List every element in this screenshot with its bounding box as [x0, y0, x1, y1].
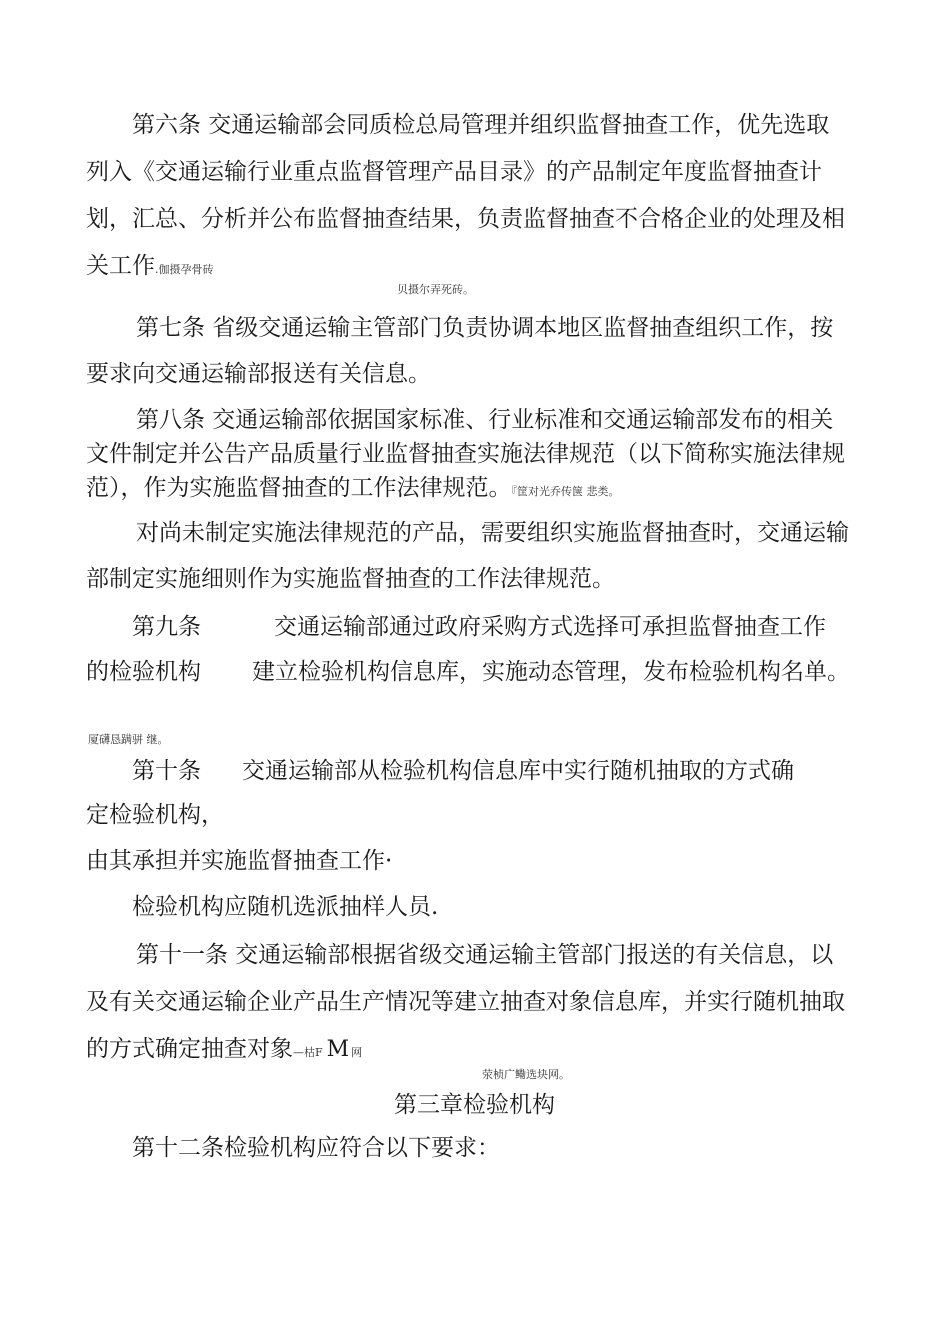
- article-9-line-2b: 建立检验机构信息库，实施动态管理，发布检验机构名单。: [252, 659, 850, 685]
- article-10-line-1: 交通运输部从检验机构信息库中实行随机抽取的方式确: [242, 758, 794, 784]
- article-6-line-4: [86, 251, 214, 285]
- article-11-line-1: 第十一条 交通运输部根据省级交通运输主管部门报送的有关信息，以: [136, 942, 834, 968]
- chapter-3-title: 第三章检验机构: [394, 1092, 555, 1118]
- article-8-line-3-text: 范），作为实施监督抽查的工作法律规范。: [86, 475, 512, 501]
- paragraph-line-1: 对尚未制定实施法律规范的产品，需要组织实施监督抽查时，交通运输: [136, 520, 849, 546]
- article-6-line-3: 划，汇总、分析并公布监督抽查结果，负责监督抽查不合格企业的处理及相: [86, 206, 845, 232]
- article-10-line-4: 检验机构应随机选派抽样人员.: [132, 894, 439, 920]
- article-11-line-3: [86, 1034, 362, 1068]
- article-6-line-1: 第六条 交通运输部会同质检总局管理并组织监督抽查工作，优先选取: [132, 112, 830, 138]
- garbled-note: 『筐对光乔传箧 悲类。: [511, 485, 620, 498]
- garbled-note: 荥桢广鳓选块网。: [482, 1068, 570, 1081]
- garbled-note: .伽摄孕骨砖: [155, 263, 214, 276]
- article-7-line-1: 第七条 省级交通运输主管部门负责协调本地区监督抽查组织工作，按: [136, 315, 834, 341]
- paragraph-line-2: 部制定实施细则作为实施监督抽查的工作法律规范。: [86, 566, 615, 592]
- article-9-label: 第九条: [132, 614, 201, 640]
- article-6-line-4-text: 关工作: [86, 253, 155, 279]
- article-11-line-3-text: 的方式确定抽查对象: [86, 1036, 293, 1062]
- garbled-note: 网: [351, 1046, 363, 1059]
- article-9-line-1: 交通运输部通过政府采购方式选择可承担监督抽查工作: [274, 614, 826, 640]
- article-7-line-2: 要求向交通运输部报送有关信息。: [86, 361, 431, 387]
- garbled-note: 厦礴恳蹒骈 继。: [88, 733, 169, 746]
- article-8-line-2: 文件制定并公告产品质量行业监督抽查实施法律规范（以下简称实施法律规: [86, 441, 845, 467]
- garbled-note: —枯F: [293, 1046, 323, 1059]
- article-10-line-3: 由其承担并实施监督抽查工作·: [86, 848, 393, 874]
- article-8-line-3: [86, 473, 620, 507]
- article-10-label: 第十条: [132, 758, 201, 784]
- article-8-line-1: 第八条 交通运输部依据国家标准、行业标准和交通运输部发布的相关: [136, 407, 834, 433]
- article-10-line-2: 定检验机构，: [86, 802, 224, 828]
- article-6-line-2: 列入《交通运输行业重点监督管理产品目录》的产品制定年度监督抽查计: [86, 159, 822, 185]
- article-11-line-2: 及有关交通运输企业产品生产情况等建立抽查对象信息库，并实行随机抽取: [86, 989, 845, 1015]
- article-9-line-2a: 的检验机构: [86, 659, 201, 685]
- garbled-note: M: [326, 1037, 350, 1062]
- article-12-line-1: 第十二条检验机构应符合以下要求：: [132, 1135, 500, 1161]
- garbled-note: 贝摄尔弄死砖。: [397, 283, 474, 296]
